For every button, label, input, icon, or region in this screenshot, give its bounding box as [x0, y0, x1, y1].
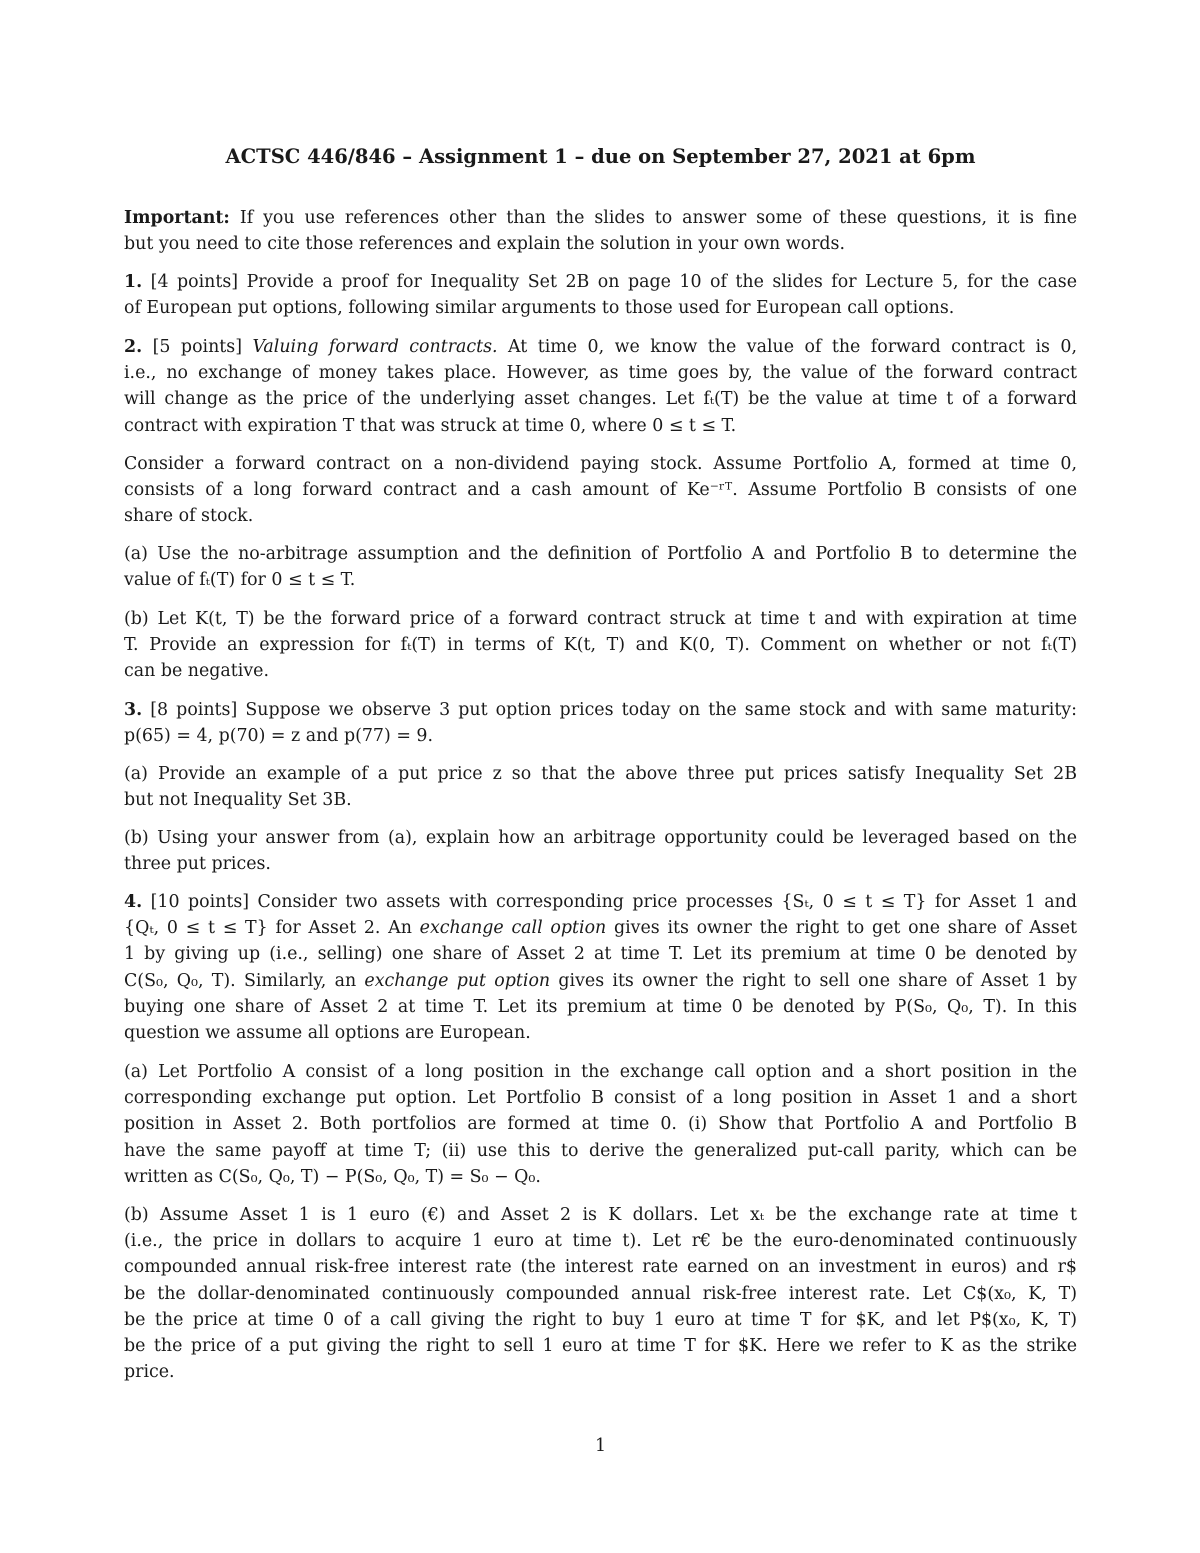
- question-2a: (a) Use the no-arbitrage assumption and the definition of Portfolio A and Portfolio B to determine the value of fₜ(T) for 0 ≤ t ≤ T.: [124, 544, 1077, 591]
- important-label: Important:: [124, 208, 230, 228]
- question-4a: (a) Let Portfolio A consist of a long position in the exchange call option and a short position in the corresponding exchange put option. Let Portfolio B consist of a long position in Asset 1 and a short position in Asset 2. Both portfolios are formed at time 0. (i) Show that Portfolio A and Portfolio B have the same payoff at time T; (ii) use this to derive the generalized put-call parity, which can be written as C(S₀, Q₀, T) − P(S₀, Q₀, T) = S₀ − Q₀.: [124, 1062, 1077, 1187]
- question-1: 1. [4 points] Provide a proof for Inequality Set 2B on page 10 of the slides for Lecture 5, for the case of European put options, following similar arguments to those used for European call options.: [124, 272, 1077, 319]
- important-note: Important: If you use references other than the slides to answer some of these questions, it is fine but you need to cite those references and explain the solution in your own words.: [124, 208, 1077, 255]
- question-2-portfolios: Consider a forward contract on a non-dividend paying stock. Assume Portfolio A, formed at time 0, consists of a long forward contract and a cash amount of Ke⁻ʳᵀ. Assume Portfolio B consists of one share of stock.: [124, 454, 1077, 527]
- question-3a: (a) Provide an example of a put price z so that the above three put prices satisfy Inequality Set 2B but not Inequality Set 3B.: [124, 764, 1077, 811]
- question-number: 1.: [124, 272, 143, 292]
- question-2: 2. [5 points] Valuing forward contracts. At time 0, we know the value of the forward contract is 0, i.e., no exchange of money takes place. However, as time goes by, the value of the forward contract will change as the price of the underlying asset changes. Let fₜ(T) be the value at time t of a forward contract with expiration T that was struck at time 0, where 0 ≤ t ≤ T.: [124, 337, 1077, 436]
- question-4b: (b) Assume Asset 1 is 1 euro (€) and Asset 2 is K dollars. Let xₜ be the exchange rate at time t (i.e., the price in dollars to acquire 1 euro at time t). Let r€ be the euro-denominated continuously compounded annual risk-free interest rate (the interest rate earned on an investment in euros) and r$ be the dollar-denominated continuously compounded annual risk-free interest rate. Let C$(x₀, K, T) be the price at time 0 of a call giving the right to buy 1 euro at time T for $K, and let P$(x₀, K, T) be the price of a put giving the right to sell 1 euro at time T for $K. Here we refer to K as the strike price.: [124, 1205, 1077, 1383]
- question-number: 4.: [124, 892, 143, 912]
- question-2b: (b) Let K(t, T) be the forward price of a forward contract struck at time t and with expiration at time T. Provide an expression for fₜ(T) in terms of K(t, T) and K(0, T). Comment on whether or not fₜ(T) can be negative.: [124, 609, 1077, 682]
- question-3b: (b) Using your answer from (a), explain how an arbitrage opportunity could be leveraged based on the three put prices.: [124, 828, 1077, 875]
- question-number: 3.: [124, 700, 143, 720]
- question-number: 2.: [124, 337, 143, 357]
- question-3: 3. [8 points] Suppose we observe 3 put option prices today on the same stock and with same maturity: p(65) = 4, p(70) = z and p(77) = 9.: [124, 700, 1077, 747]
- question-4: 4. [10 points] Consider two assets with corresponding price processes {Sₜ, 0 ≤ t ≤ T} for Asset 1 and {Qₜ, 0 ≤ t ≤ T} for Asset 2. An exchange call option gives its owner the right to get one share of Asset 1 by giving up (i.e., selling) one share of Asset 2 at time T. Let its premium at time 0 be denoted by C(S₀, Q₀, T). Similarly, an exchange put option gives its owner the right to sell one share of Asset 1 by buying one share of Asset 2 at time T. Let its premium at time 0 be denoted by P(S₀, Q₀, T). In this question we assume all options are European.: [124, 892, 1078, 1044]
- assignment-title: ACTSC 446/846 – Assignment 1 – due on September 27, 2021 at 6pm: [225, 145, 976, 168]
- page-number: 1: [594, 1436, 607, 1456]
